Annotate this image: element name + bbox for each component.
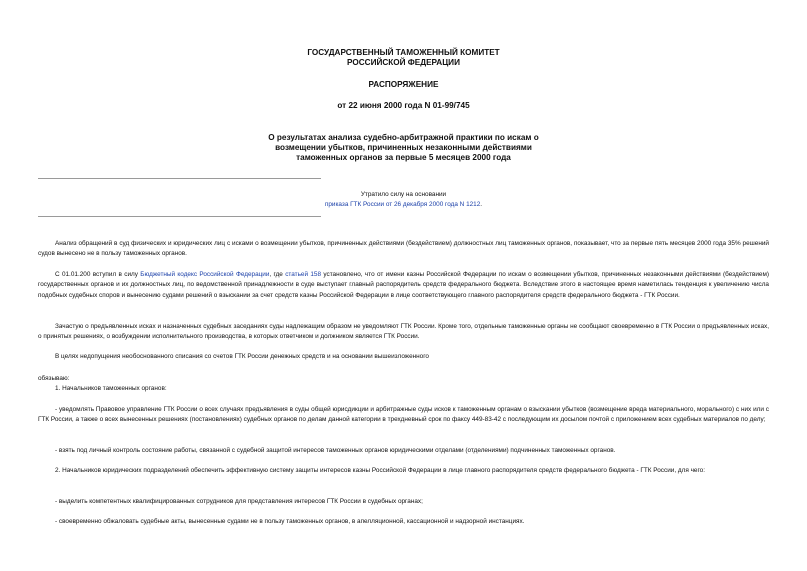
status-note-line1: Утратило силу на основании bbox=[360, 191, 447, 198]
paragraph-8: - взять под личный контроль состояние работы, связанной с судебной защитой интересов таможенных органов юридическими отделами (отделениями) подчиненных таможенных органов. bbox=[55, 447, 616, 454]
paragraph-6: 1. Начальников таможенных органов: bbox=[55, 385, 167, 392]
subject-line3: таможенных органов за первые 5 месяцев 2000 года bbox=[296, 153, 511, 162]
document-date-number: от 22 июня 2000 года N 01-99/745 bbox=[337, 101, 470, 110]
budget-code-link[interactable]: Бюджетный кодекс Российской Федерации bbox=[140, 271, 270, 278]
article-158-link[interactable]: статьей 158 bbox=[285, 271, 322, 278]
paragraph-1: Анализ обращений в суд физических и юридических лиц с исками о возмещении убытков, причиненных действиями (бездействием) должностных лиц таможенных органов, показывает, что за первые пять месяцев 2000 года 35% решений судов вынесено не в пользу таможенных органов. bbox=[38, 240, 769, 258]
org-name-line1: ГОСУДАРСТВЕННЫЙ ТАМОЖЕННЫЙ КОМИТЕТ bbox=[307, 48, 500, 57]
paragraph-3: Зачастую о предъявленных исках и назначенных судебных заседаниях суды надлежащим образом не уведомляют ГТК России. Кроме того, отдельные таможенные органы не сообщают своевременно в ГТК России о предъявленных исках, о принятых решениях, о возбуждении исполнительного производства, в которых ответчиком и должником является ГТК России. bbox=[38, 323, 769, 341]
subject-line1: О результатах анализа судебно-арбитражной практики по искам о bbox=[268, 133, 539, 142]
paragraph-2-text-c: установлено, что от имени казны Российской Федерации по искам о возмещении убытков, причиненных незаконными действиями (бездействием) государственных органов и их должностных лиц, по ведомственной принадлежности в суде выступает главный распорядитель средств федерального бюджета. Вследствие этого в настоящее время наметилась тенденция к увеличению числа подобных судебных споров и вынесению судами решений о взыскании за счет средств казны Российской Федерации в лице соответствующего главного распорядителя средств федерального бюджета - ГТК России. bbox=[38, 271, 769, 299]
repeal-order-link[interactable]: приказа ГТК России от 26 декабря 2000 года N 1212 bbox=[324, 201, 481, 208]
paragraph-9: 2. Начальников юридических подразделений обеспечить эффективную систему защиты интересов казны Российской Федерации в лице главного распорядителя средств федерального бюджета - ГТК России, для чего: bbox=[55, 467, 705, 474]
paragraph-7: - уведомлять Правовое управление ГТК России о всех случаях предъявления в суды общей юрисдикции и арбитражные суды исков к таможенным органам о взыскании убытков (возмещение вреда материального, морального) с них или с ГТК России, а также о всех вынесенных решениях (постановлениях) судебных органов по делам данной категории в трехдневный срок по факсу 449-83-42 с последующим их досылом почтой с приложением всех судебных материалов по делу; bbox=[38, 406, 769, 424]
paragraph-2 bbox=[38, 270, 769, 301]
status-note-line2 bbox=[0, 200, 807, 210]
paragraph-2-text-b: , где bbox=[269, 271, 286, 278]
paragraph-10: - выделить компетентных квалифицированных сотрудников для представления интересов ГТК России в судебных органах; bbox=[55, 498, 423, 505]
document-type: РАСПОРЯЖЕНИЕ bbox=[368, 80, 439, 89]
org-name-line2: РОССИЙСКОЙ ФЕДЕРАЦИИ bbox=[347, 58, 460, 67]
divider-bottom bbox=[38, 216, 321, 217]
paragraph-2-text-a: С 01.01.200 вступил в силу bbox=[55, 271, 141, 278]
status-note-suffix: . bbox=[480, 201, 483, 208]
divider-top bbox=[38, 178, 321, 179]
paragraph-4: В целях недопущения необоснованного списания со счетов ГТК России денежных средств и на основании вышеизложенного bbox=[55, 353, 429, 360]
paragraph-11: - своевременно обжаловать судебные акты, вынесенные судами не в пользу таможенных органов, в апелляционной, кассационной и надзорной инстанциях. bbox=[55, 518, 525, 525]
paragraph-5: обязываю: bbox=[38, 375, 70, 382]
subject-line2: возмещении убытков, причиненных незаконными действиями bbox=[275, 143, 532, 152]
